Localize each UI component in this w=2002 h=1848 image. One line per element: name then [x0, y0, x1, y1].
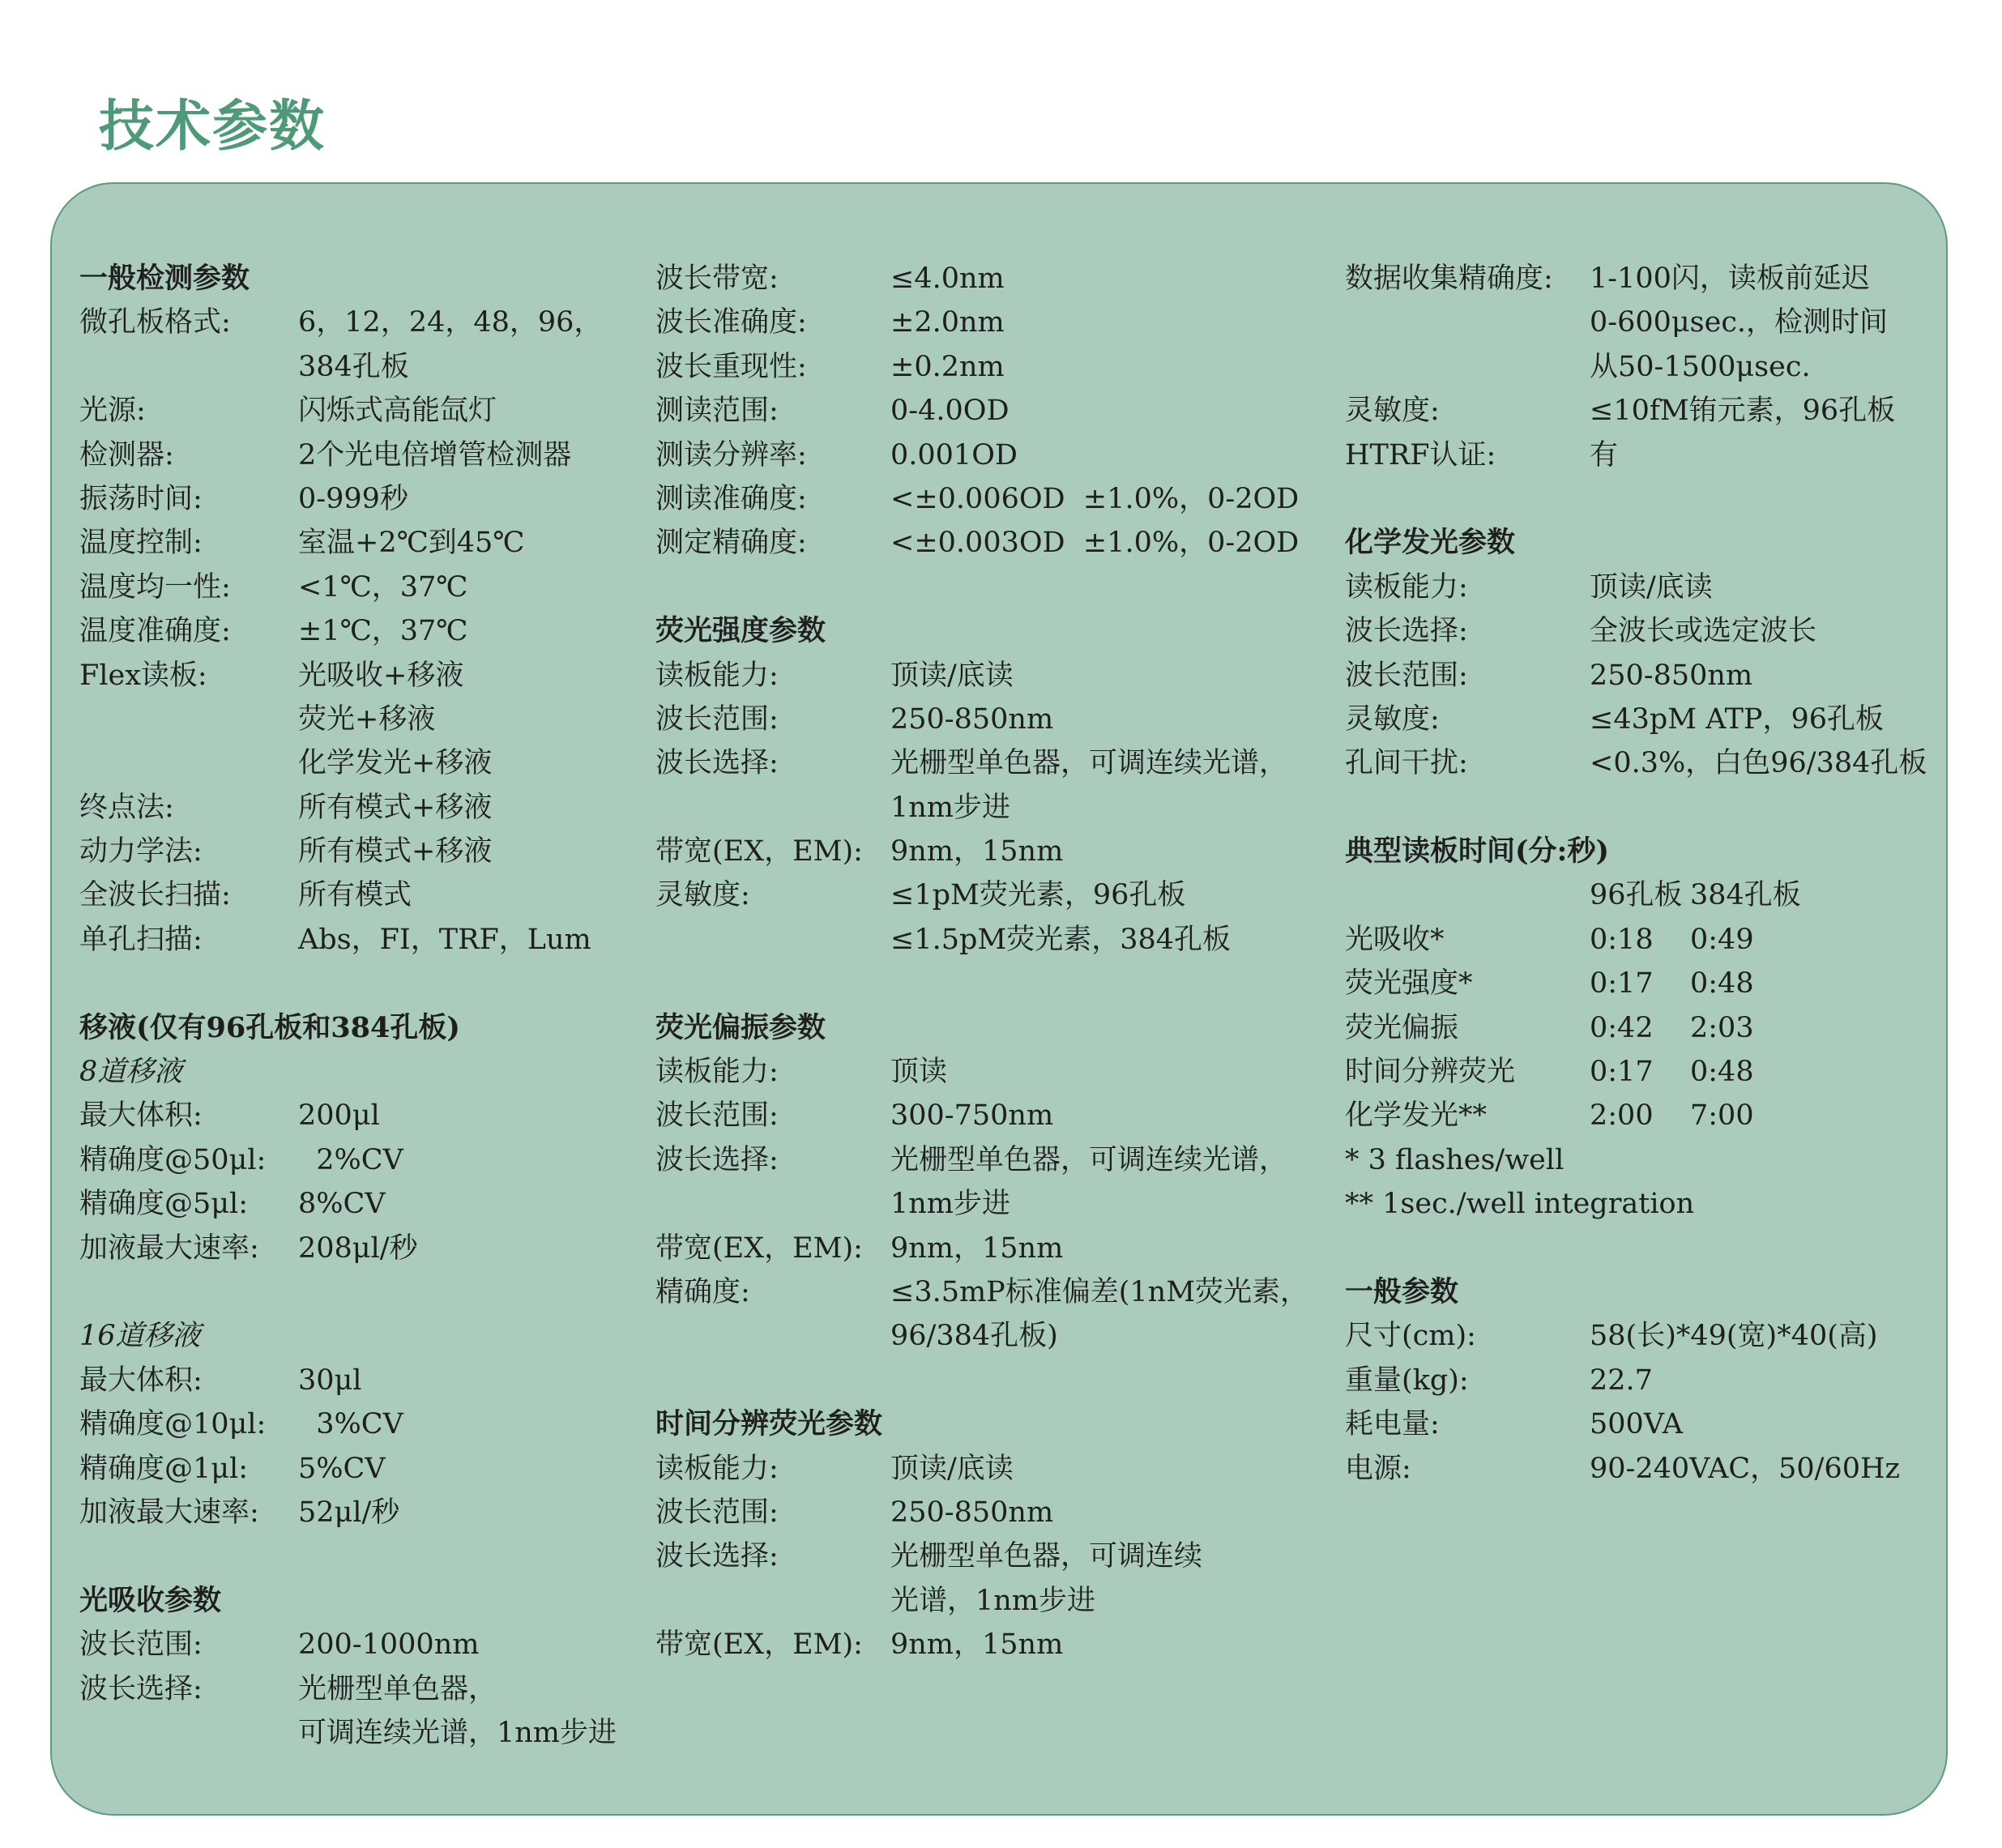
- read-time-384: 0:48: [1690, 967, 1754, 1001]
- spec-value: 250-850nm: [1590, 659, 1753, 692]
- section-heading-polarization: 荧光偏振参数: [655, 1010, 826, 1044]
- general-params-list: [1345, 1314, 1944, 1491]
- spec-row: [79, 1623, 671, 1667]
- spec-label: 最大体积:: [79, 1364, 203, 1397]
- spec-label: 光源:: [79, 395, 146, 428]
- spec-label-spacer: [1345, 301, 1590, 344]
- spec-row: [79, 918, 671, 962]
- read-time-values: [1590, 1050, 1754, 1094]
- column-3: [1345, 257, 1944, 1491]
- spec-value: 光栅型单色器，可调连续: [890, 1540, 1203, 1573]
- read-time-mode: 荧光强度*: [1345, 967, 1473, 1001]
- spec-label: 精确度:: [655, 1275, 750, 1308]
- spec-value: 光栅型单色器，可调连续光谱，: [890, 1143, 1288, 1176]
- spec-value: 1-100闪，读板前延迟: [1590, 262, 1870, 295]
- spec-value: 200-1000nm: [298, 1628, 480, 1662]
- spec-label: 读板能力:: [655, 1452, 779, 1485]
- spec-label: 单孔扫描:: [79, 923, 203, 956]
- spec-value: 208μl/秒: [298, 1231, 418, 1265]
- spec-value: 58(长)*49(宽)*40(高): [1590, 1320, 1878, 1353]
- spec-value: 光谱，1nm步进: [890, 1584, 1095, 1617]
- spec-value: 光栅型单色器，: [298, 1672, 497, 1705]
- spec-value: 所有模式+移液: [298, 835, 493, 869]
- spec-label: 耗电量:: [1345, 1408, 1440, 1441]
- spec-label-spacer: [655, 1579, 890, 1623]
- spec-label-spacer: [79, 345, 298, 389]
- spec-row: [655, 1534, 1385, 1578]
- spec-value: ≤3.5mP标准偏差(1nM荧光素，: [890, 1275, 1309, 1308]
- spec-row: [79, 609, 671, 653]
- spec-value: 500VA: [1590, 1408, 1683, 1441]
- spec-value: 5%CV: [298, 1452, 386, 1485]
- spec-label: 灵敏度:: [655, 879, 750, 912]
- spec-row: [79, 565, 671, 609]
- spec-label: 精确度@10μl:: [79, 1408, 267, 1441]
- spec-label: 温度准确度:: [79, 615, 231, 648]
- spec-row: [655, 1491, 1385, 1534]
- spec-label: 读板能力:: [655, 1056, 779, 1089]
- section-heading-general-params: 一般参数: [1345, 1274, 1459, 1308]
- spec-row: [79, 1667, 671, 1711]
- read-time-mode: 荧光偏振: [1345, 1011, 1459, 1044]
- trf-cont-list: [1345, 257, 1944, 477]
- spec-row: [79, 433, 671, 477]
- spec-label: 灵敏度:: [1345, 702, 1440, 736]
- spec-value: ±0.2nm: [890, 350, 1005, 383]
- spec-value: ≤10fM铕元素，96孔板: [1590, 395, 1896, 428]
- spec-label: 电源:: [1345, 1452, 1411, 1485]
- spec-value: 荧光+移液: [298, 702, 436, 736]
- spec-row: [79, 1359, 671, 1402]
- spec-value: 顶读: [890, 1056, 948, 1089]
- spec-value: ≤4.0nm: [890, 262, 1005, 295]
- spec-label: 测定精确度:: [655, 527, 807, 560]
- spec-row: [655, 1182, 1385, 1226]
- read-time-values: [1590, 1094, 1754, 1137]
- spec-row: [655, 1050, 1385, 1094]
- spec-label: 检测器:: [79, 438, 174, 472]
- spec-value: 6，12，24，48，96，: [298, 306, 603, 339]
- read-time-96: 0:17: [1590, 1056, 1654, 1089]
- spec-label: 数据收集精确度:: [1345, 262, 1553, 295]
- read-time-col-384: 384孔板: [1690, 879, 1801, 912]
- absorbance-spec-list: [79, 1623, 671, 1755]
- spec-value: 所有模式: [298, 879, 412, 912]
- spec-label-spacer: [655, 918, 890, 962]
- spec-label: 加液最大速率:: [79, 1496, 259, 1529]
- spec-value: 室温+2℃到45℃: [298, 527, 525, 560]
- read-time-header-row: [1345, 873, 1944, 917]
- read-time-row: [1345, 1050, 1944, 1094]
- spec-value: 0.001OD: [890, 438, 1018, 472]
- spec-value: 30μl: [298, 1364, 362, 1397]
- spec-value: ±2.0nm: [890, 306, 1005, 339]
- spec-value: <±0.003OD ±1.0%，0-2OD: [890, 527, 1300, 560]
- spec-value: 22.7: [1590, 1364, 1653, 1397]
- spec-label: 微孔板格式:: [79, 306, 231, 339]
- spec-label: 读板能力:: [1345, 570, 1468, 604]
- section-heading-read-time: 典型读板时间(分:秒): [1345, 834, 1610, 869]
- spec-value: 300-750nm: [890, 1099, 1054, 1133]
- spec-row: [79, 301, 671, 344]
- spec-value: 光栅型单色器，可调连续光谱，: [890, 747, 1288, 780]
- spec-value: 3%CV: [298, 1408, 403, 1441]
- spec-value: <0.3%，白色96/384孔板: [1590, 747, 1927, 780]
- spec-row: [79, 477, 671, 521]
- spec-row: [79, 1711, 671, 1755]
- spec-label: 波长选择:: [655, 1143, 779, 1176]
- spec-row: [655, 521, 1385, 565]
- spec-row: [1345, 565, 1944, 609]
- read-time-values: [1590, 962, 1754, 1005]
- spec-row: [655, 389, 1385, 433]
- column-1: [79, 257, 671, 1755]
- spec-value: 从50-1500μsec.: [1590, 350, 1811, 383]
- spec-panel: [50, 182, 1948, 1816]
- spec-value: 9nm，15nm: [890, 1628, 1064, 1662]
- spec-value: 90-240VAC，50/60Hz: [1590, 1452, 1900, 1485]
- spec-label: 波长选择:: [79, 1672, 203, 1705]
- spec-value: 2个光电倍增管检测器: [298, 438, 572, 472]
- absorbance-cont-list: [655, 257, 1385, 565]
- read-time-96: 0:42: [1590, 1011, 1654, 1044]
- read-time-row: [1345, 1094, 1944, 1137]
- column-2: [655, 257, 1385, 1667]
- spec-row: [655, 1447, 1385, 1491]
- spec-row: [1345, 741, 1944, 785]
- spec-label: 最大体积:: [79, 1099, 203, 1133]
- spec-label: 波长范围:: [655, 702, 779, 736]
- spec-row: [79, 1227, 671, 1270]
- spec-row: [655, 1579, 1385, 1623]
- footnote-flashes: * 3 flashes/well: [1345, 1143, 1564, 1176]
- spec-value: ≤1pM荧光素，96孔板: [890, 879, 1186, 912]
- read-time-row: [1345, 962, 1944, 1005]
- spec-row: [655, 1138, 1385, 1182]
- spec-value: 8%CV: [298, 1188, 386, 1221]
- spec-label: 波长重现性:: [655, 350, 807, 383]
- spec-value: 52μl/秒: [298, 1496, 400, 1529]
- spec-label: 测读准确度:: [655, 482, 807, 515]
- spec-value: 可调连续光谱，1nm步进: [298, 1716, 617, 1749]
- spec-label: 波长范围:: [1345, 659, 1468, 692]
- pipetting-16-list: [79, 1359, 671, 1535]
- read-time-values: [1590, 918, 1754, 962]
- spec-label: 测读范围:: [655, 395, 779, 428]
- spec-label: 读板能力:: [655, 659, 779, 692]
- spec-value: 0-600μsec.，检测时间: [1590, 306, 1889, 339]
- spec-value: 全波长或选定波长: [1590, 615, 1817, 648]
- read-time-384: 2:03: [1690, 1011, 1754, 1044]
- section-heading-chemiluminescence: 化学发光参数: [1345, 526, 1516, 560]
- spec-row: [79, 698, 671, 741]
- spec-label: 波长范围:: [79, 1628, 203, 1662]
- spec-row: [1345, 1359, 1944, 1402]
- spec-label: 波长准确度:: [655, 306, 807, 339]
- section-heading-general: 一般检测参数: [79, 262, 250, 295]
- footnote-integration: ** 1sec./well integration: [1345, 1188, 1695, 1221]
- spec-row: [79, 1138, 671, 1182]
- spec-label: 动力学法:: [79, 835, 203, 869]
- spec-value: 0-999秒: [298, 482, 408, 515]
- spec-label: 波长选择:: [655, 747, 779, 780]
- spec-value: ±1℃，37℃: [298, 615, 468, 648]
- spec-row: [79, 741, 671, 785]
- trf-spec-list: [655, 1447, 1385, 1667]
- read-time-row: [1345, 1006, 1944, 1050]
- spec-row: [655, 873, 1385, 917]
- spec-row: [655, 786, 1385, 830]
- section-heading-absorbance: 光吸收参数: [79, 1583, 222, 1617]
- spec-row: [655, 1623, 1385, 1667]
- spec-value: 250-850nm: [890, 1496, 1054, 1529]
- read-time-96: 2:00: [1590, 1099, 1654, 1133]
- spec-row: [79, 1402, 671, 1446]
- spec-row: [1345, 698, 1944, 741]
- spec-label: 灵敏度:: [1345, 395, 1440, 428]
- spec-label: 孔间干扰:: [1345, 747, 1468, 780]
- spec-value: 闪烁式高能氙灯: [298, 395, 497, 428]
- spec-row: [1345, 654, 1944, 698]
- read-time-row: [1345, 918, 1944, 962]
- spec-label: 尺寸(cm):: [1345, 1320, 1476, 1353]
- spec-value: <±0.006OD ±1.0%，0-2OD: [890, 482, 1300, 515]
- spec-label-spacer: [655, 1314, 890, 1358]
- spec-row: [1345, 389, 1944, 433]
- spec-value: 有: [1590, 438, 1619, 472]
- spec-row: [1345, 609, 1944, 653]
- read-time-mode: 光吸收*: [1345, 923, 1445, 956]
- spec-row: [1345, 257, 1944, 301]
- read-time-96: 0:18: [1590, 923, 1654, 956]
- spec-row: [1345, 1447, 1944, 1491]
- read-time-384: 0:49: [1690, 923, 1754, 956]
- spec-row: [79, 654, 671, 698]
- spec-row: [655, 345, 1385, 389]
- spec-label: 波长范围:: [655, 1099, 779, 1133]
- spec-row: [79, 521, 671, 565]
- spec-row: [655, 477, 1385, 521]
- spec-row: [655, 1227, 1385, 1270]
- spec-value: 0-4.0OD: [890, 395, 1010, 428]
- spec-row: [655, 830, 1385, 873]
- read-time-mode: 时间分辨荧光: [1345, 1056, 1516, 1089]
- spec-label: 终点法:: [79, 791, 174, 824]
- section-heading-trf: 时间分辨荧光参数: [655, 1407, 883, 1441]
- spec-label: 加液最大速率:: [79, 1231, 259, 1265]
- spec-row: [655, 433, 1385, 477]
- spec-label: 测读分辨率:: [655, 438, 807, 472]
- spec-row: [1345, 1402, 1944, 1446]
- read-time-384: 0:48: [1690, 1056, 1754, 1089]
- spec-row: [79, 873, 671, 917]
- spec-value: 200μl: [298, 1099, 380, 1133]
- fluorescence-spec-list: [655, 654, 1385, 962]
- spec-value: 1nm步进: [890, 1188, 1010, 1221]
- spec-value: <1℃，37℃: [298, 570, 468, 604]
- general-spec-list: [79, 301, 671, 962]
- spec-label: 波长选择:: [1345, 615, 1468, 648]
- spec-label: 精确度@1μl:: [79, 1452, 249, 1485]
- spec-label: 振荡时间:: [79, 482, 203, 515]
- section-heading-fluorescence: 荧光强度参数: [655, 614, 826, 648]
- spec-label-spacer: [79, 1711, 298, 1755]
- spec-label: 温度控制:: [79, 527, 203, 560]
- spec-row: [79, 1182, 671, 1226]
- spec-label-spacer: [1345, 345, 1590, 389]
- spec-value: 顶读/底读: [890, 1452, 1014, 1485]
- spec-row: [655, 918, 1385, 962]
- spec-label: 波长选择:: [655, 1540, 779, 1573]
- spec-label: 精确度@50μl:: [79, 1143, 267, 1176]
- spec-row: [79, 1491, 671, 1534]
- page-title: 技术参数: [99, 95, 327, 159]
- spec-label: 温度均一性:: [79, 570, 231, 604]
- spec-row: [655, 698, 1385, 741]
- spec-value: 9nm，15nm: [890, 1231, 1064, 1265]
- spec-value: 顶读/底读: [1590, 570, 1713, 604]
- subheading-8-channel: 8道移液: [79, 1056, 183, 1089]
- spec-label: 精确度@5μl:: [79, 1188, 249, 1221]
- section-heading-pipetting: 移液(仅有96孔板和384孔板): [79, 1010, 460, 1044]
- read-time-mode: 化学发光**: [1345, 1099, 1488, 1133]
- spec-value: 化学发光+移液: [298, 747, 493, 780]
- spec-row: [79, 389, 671, 433]
- spec-label: 重量(kg):: [1345, 1364, 1469, 1397]
- spec-label: 带宽(EX，EM):: [655, 835, 863, 869]
- spec-value: 384孔板: [298, 350, 409, 383]
- spec-row: [1345, 301, 1944, 344]
- spec-row: [79, 830, 671, 873]
- spec-value: Abs，FI，TRF，Lum: [298, 923, 591, 956]
- read-time-values: [1590, 1006, 1754, 1050]
- read-time-384: 7:00: [1690, 1099, 1754, 1133]
- spec-row: [79, 345, 671, 389]
- spec-row: [1345, 1314, 1944, 1358]
- spec-row: [655, 301, 1385, 344]
- spec-row: [1345, 433, 1944, 477]
- spec-row: [655, 1314, 1385, 1358]
- spec-label-spacer: [655, 786, 890, 830]
- spec-value: ≤1.5pM荧光素，384孔板: [890, 923, 1232, 956]
- spec-label: 波长范围:: [655, 1496, 779, 1529]
- spec-label-spacer: [79, 698, 298, 741]
- read-time-96: 0:17: [1590, 967, 1654, 1001]
- polarization-spec-list: [655, 1050, 1385, 1359]
- spec-label: 带宽(EX，EM):: [655, 1231, 863, 1265]
- spec-row: [655, 1270, 1385, 1314]
- spec-row: [655, 1094, 1385, 1137]
- spec-label: 全波长扫描:: [79, 879, 231, 912]
- spec-value: 2%CV: [298, 1143, 403, 1176]
- spec-value: 250-850nm: [890, 702, 1054, 736]
- spec-value: 所有模式+移液: [298, 791, 493, 824]
- spec-label-spacer: [655, 1182, 890, 1226]
- spec-value: 顶读/底读: [890, 659, 1014, 692]
- pipetting-8-list: [79, 1094, 671, 1270]
- spec-row: [79, 786, 671, 830]
- spec-label: HTRF认证:: [1345, 438, 1496, 472]
- spec-label: 带宽(EX，EM):: [655, 1628, 863, 1662]
- read-time-col-96: 96孔板: [1590, 879, 1683, 912]
- spec-row: [655, 257, 1385, 301]
- spec-row: [79, 1094, 671, 1137]
- spec-value: 光吸收+移液: [298, 659, 464, 692]
- subheading-16-channel: 16道移液: [79, 1320, 201, 1353]
- spec-row: [655, 741, 1385, 785]
- read-time-list: [1345, 918, 1944, 1138]
- spec-row: [655, 654, 1385, 698]
- spec-value: 96/384孔板): [890, 1320, 1058, 1353]
- spec-value: 1nm步进: [890, 791, 1010, 824]
- spec-label: Flex读板:: [79, 659, 207, 692]
- spec-row: [1345, 345, 1944, 389]
- chemiluminescence-spec-list: [1345, 565, 1944, 786]
- spec-value: ≤43pM ATP，96孔板: [1590, 702, 1885, 736]
- spec-row: [79, 1447, 671, 1491]
- spec-value: 9nm，15nm: [890, 835, 1064, 869]
- spec-label-spacer: [79, 741, 298, 785]
- spec-label: 波长带宽:: [655, 262, 779, 295]
